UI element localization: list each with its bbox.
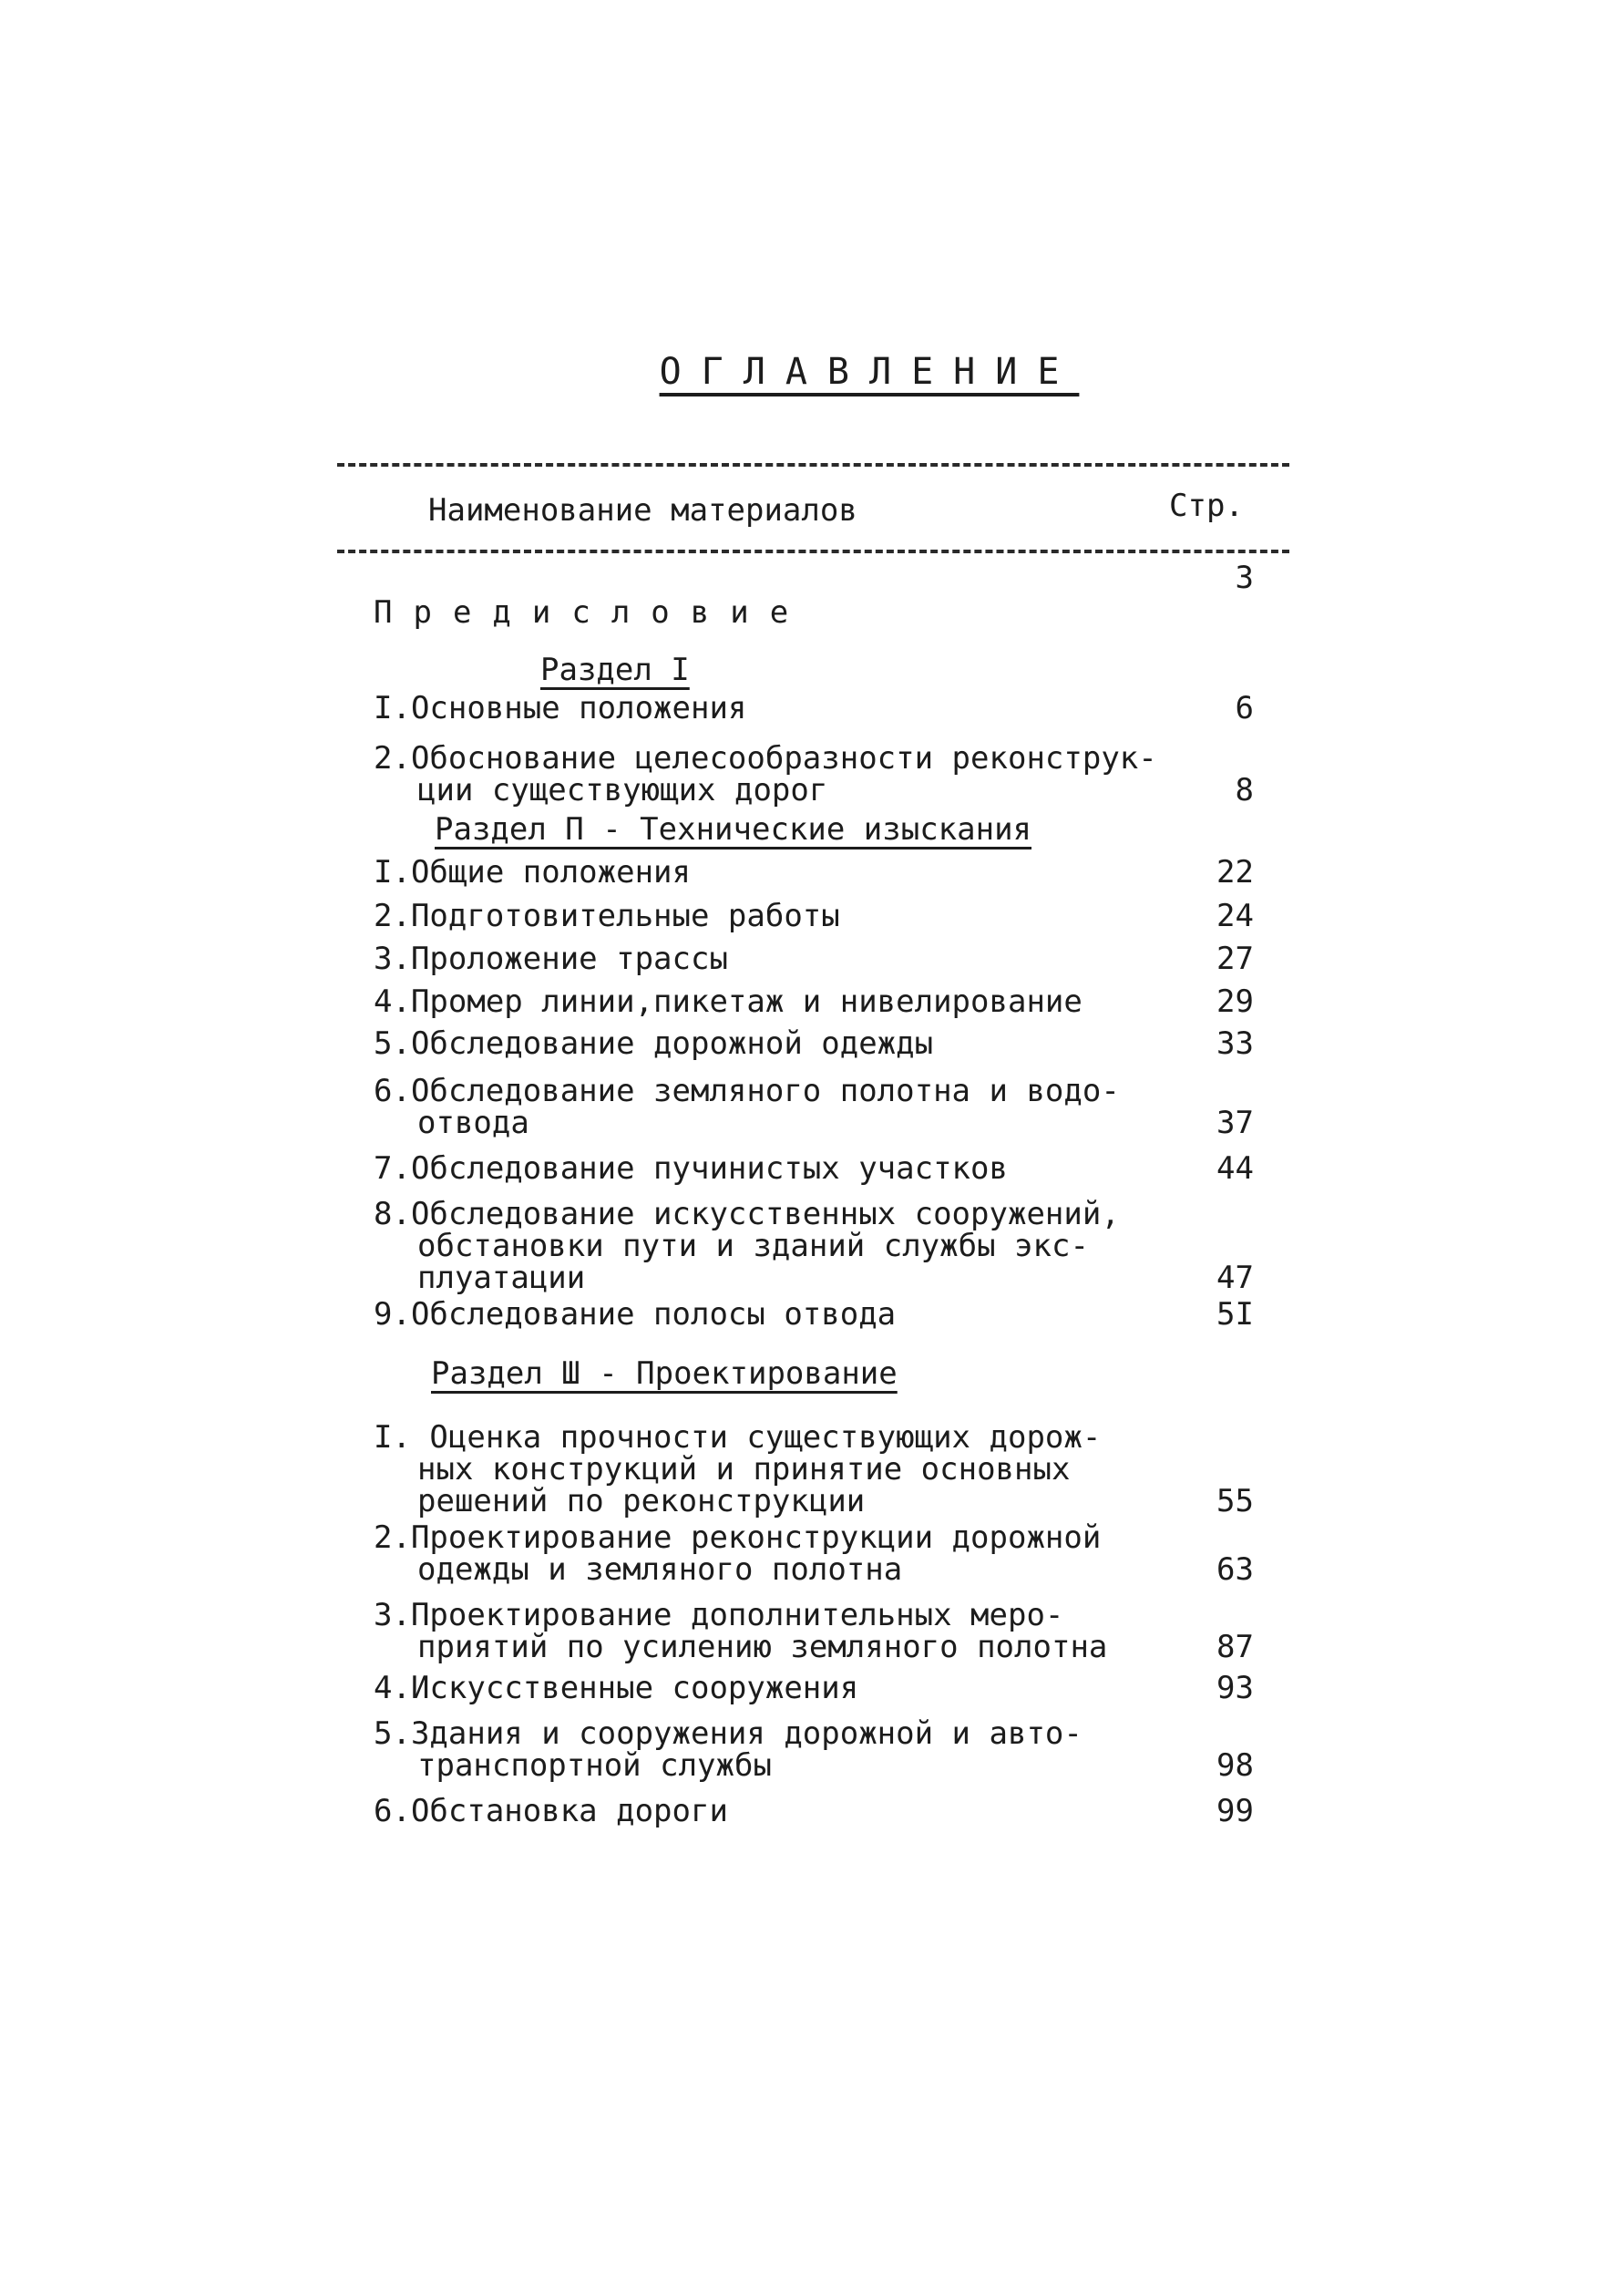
page-number: 3	[1235, 560, 1254, 596]
entry-title	[374, 854, 1175, 891]
entry-title	[374, 1597, 1175, 1665]
toc-entry	[374, 1296, 1276, 1333]
entry-title	[374, 1793, 1175, 1829]
toc-entry	[374, 1419, 1276, 1519]
toc-entry	[374, 690, 1276, 726]
entry-title	[374, 1025, 1175, 1062]
entry-line: 4.Промер линии,пикетаж и нивелирование	[374, 983, 1083, 1020]
entry-line: плуатации	[417, 1260, 586, 1296]
page-number: 24	[1216, 898, 1254, 934]
entry-line: I.Общие положения	[374, 854, 691, 891]
entry-line: обстановки пути и зданий службы экс-	[417, 1228, 1089, 1264]
page-number: 99	[1216, 1793, 1254, 1829]
toc-entry	[374, 1073, 1276, 1141]
toc-entry	[374, 1150, 1276, 1187]
column-header-name: Наименование материалов	[428, 492, 857, 529]
entry-line: 2.Обоснование целесообразности реконструк-	[374, 740, 1157, 777]
page-number: 98	[1216, 1747, 1254, 1784]
entry-title	[374, 740, 1175, 808]
page-number: 47	[1216, 1260, 1254, 1296]
toc-entry	[374, 1025, 1276, 1062]
page-number: 87	[1216, 1629, 1254, 1665]
page-number: 27	[1216, 941, 1254, 977]
page-title: ОГЛАВЛЕНИЕ	[659, 351, 1080, 393]
section-heading: Раздел Ш - Проектирование	[431, 1355, 898, 1392]
page-number: 6	[1235, 690, 1254, 726]
page-number: 44	[1216, 1150, 1254, 1187]
entry-line: 2.Проектирование реконструкции дорожной	[374, 1519, 1102, 1556]
entry-title	[374, 943, 1175, 975]
page-number: 29	[1216, 983, 1254, 1020]
entry-line: транспортной службы	[417, 1747, 772, 1784]
entry-title	[374, 1670, 1175, 1706]
entry-line: 6.Обстановка дороги	[374, 1793, 728, 1829]
section-heading: Раздел I	[540, 652, 690, 688]
entry-line: I.Основные положения	[374, 690, 747, 726]
entry-line: 5.Здания и сооружения дорожной и авто-	[374, 1715, 1083, 1752]
entry-line: 7.Обследование пучинистых участков	[374, 1150, 1008, 1187]
page-number: 93	[1216, 1670, 1254, 1706]
entry-title	[374, 1419, 1175, 1519]
entry-title	[374, 898, 1175, 934]
toc-entry	[374, 1597, 1276, 1665]
toc-entry	[374, 983, 1276, 1020]
entry-title	[374, 1150, 1175, 1187]
entry-line: 9.Обследование полосы отвода	[374, 1296, 897, 1333]
page-number: 55	[1216, 1483, 1254, 1519]
entry-title	[374, 1715, 1175, 1784]
entry-line: 6.Обследование земляного полотна и водо-	[374, 1073, 1120, 1109]
page-number: 22	[1216, 854, 1254, 891]
toc-entry	[374, 1519, 1276, 1588]
entry-line: отвода	[417, 1105, 529, 1141]
toc-entry	[374, 1793, 1276, 1829]
entry-title	[374, 1073, 1175, 1141]
header-rule-top	[337, 463, 1289, 467]
entry-line: ных конструкций и принятие основных	[417, 1451, 1071, 1488]
entry-line: 8.Обследование искусственных сооружений,	[374, 1196, 1120, 1232]
toc-entry	[374, 898, 1276, 934]
entry-title	[374, 1296, 1175, 1333]
page-number: 33	[1216, 1025, 1254, 1062]
column-header-page: Стр.	[1169, 488, 1244, 524]
entry-line: ции существующих дорог	[417, 772, 828, 808]
section-heading: Раздел П - Технические изыскания	[435, 811, 1032, 848]
entry-title	[374, 690, 1175, 726]
entry-line: 4.Искусственные сооружения	[374, 1670, 859, 1706]
entry-line: решений по реконструкции	[417, 1483, 866, 1519]
entry-title	[374, 1519, 1175, 1588]
entry-line: 3.Проложение трассы	[374, 941, 728, 977]
entry-title	[374, 983, 1175, 1020]
toc-entry	[374, 943, 1276, 975]
page-number: 8	[1235, 772, 1254, 808]
toc-entry	[374, 1670, 1276, 1706]
entry-line: 2.Подготовительные работы	[374, 898, 840, 934]
entry-line: приятий по усилению земляного полотна	[417, 1629, 1108, 1665]
entry-line: одежды и земляного полотна	[417, 1551, 903, 1588]
entry-line: I. Оценка прочности существующих дорож-	[374, 1419, 1102, 1456]
page-number: 5I	[1216, 1296, 1254, 1333]
preface-title: Предисловие	[374, 594, 810, 631]
page-number: 63	[1216, 1551, 1254, 1588]
entry-line: 5.Обследование дорожной одежды	[374, 1025, 934, 1062]
page-number: 37	[1216, 1105, 1254, 1141]
toc-entry	[374, 1196, 1276, 1296]
toc-entry	[374, 854, 1276, 891]
entry-line: 3.Проектирование дополнительных меро-	[374, 1597, 1064, 1633]
header-rule-bottom	[337, 550, 1289, 553]
toc-entry	[374, 1715, 1276, 1784]
entry-title	[374, 1196, 1175, 1296]
toc-entry	[374, 740, 1276, 808]
